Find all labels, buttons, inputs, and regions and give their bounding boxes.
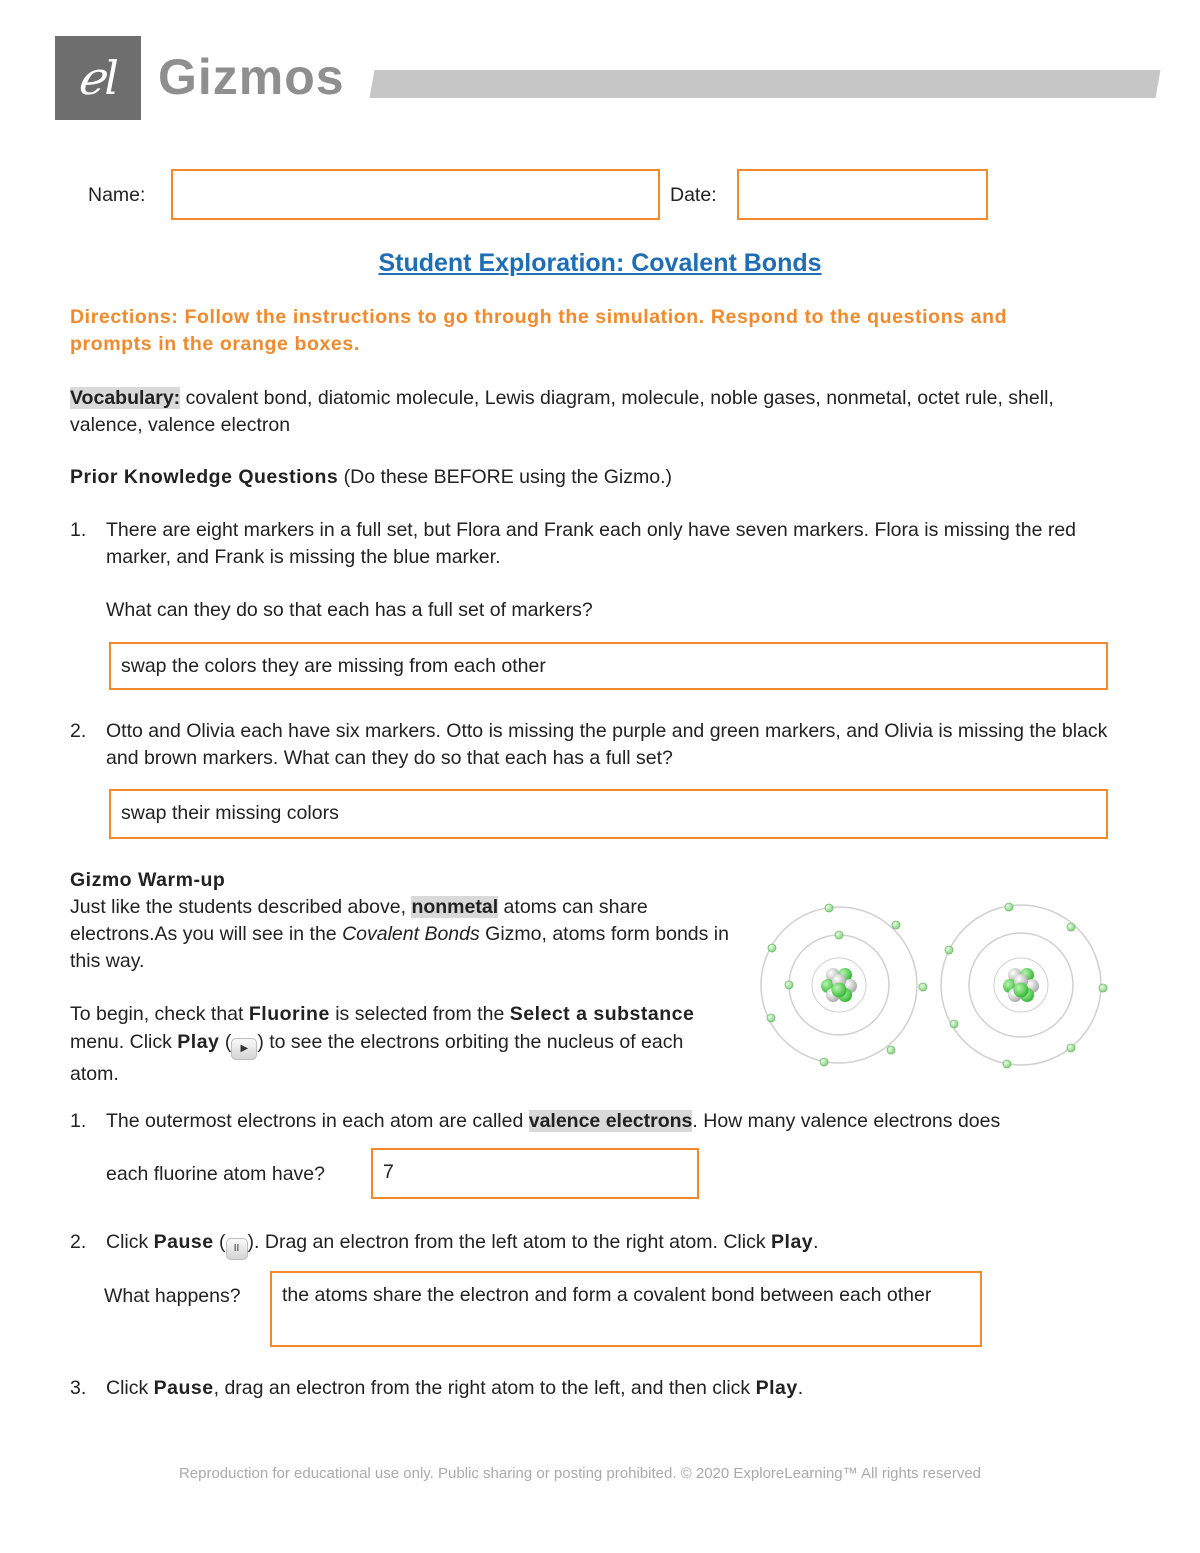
question-number: 1.	[70, 519, 87, 541]
right-fluorine-atom	[941, 903, 1107, 1068]
page-title: Student Exploration: Covalent Bonds	[378, 249, 822, 277]
name-label: Name:	[88, 184, 146, 206]
vocabulary-label: Vocabulary:	[70, 387, 181, 409]
question-number: 2.	[70, 1231, 87, 1253]
directions: Directions: Follow the instructions to go through the simulation. Respond to the questions and prompts in the orange boxes.	[70, 306, 1008, 355]
name-field[interactable]	[171, 169, 660, 220]
warmup-q2-label: What happens?	[104, 1285, 241, 1307]
question-number: 1.	[70, 1110, 87, 1132]
question-number: 3.	[70, 1377, 87, 1399]
gizmos-brand: Gizmos	[158, 49, 345, 105]
question-number: 2.	[70, 720, 87, 742]
warmup-heading: Gizmo Warm-up	[70, 869, 226, 891]
warmup-q1-text: The outermost electrons in each atom are called valence electrons. How many valence electrons does	[106, 1110, 1001, 1132]
warmup-paragraph-1: Just like the students described above, nonmetal atoms can share electrons.As you will see in the Covalent Bonds Gizmo, atoms form bonds in this way.	[70, 896, 729, 972]
date-field[interactable]	[737, 169, 988, 220]
date-label: Date:	[670, 184, 717, 206]
left-fluorine-atom	[761, 904, 927, 1066]
warmup-q2-answer[interactable]: the atoms share the electron and form a covalent bond between each other	[270, 1271, 982, 1347]
warmup-q1-label: each fluorine atom have?	[106, 1163, 325, 1185]
prior-q1-prompt: What can they do so that each has a full set of markers?	[106, 599, 593, 621]
nucleus	[821, 968, 857, 1002]
pause-icon: II	[226, 1238, 248, 1260]
nucleus	[1003, 968, 1039, 1002]
warmup-q2-text: Click Pause ( II ). Drag an electron from the left atom to the right atom. Click Play.	[106, 1229, 1126, 1260]
warmup-q1-answer[interactable]: 7	[371, 1148, 699, 1199]
explorelearning-logo: ℯl	[55, 36, 141, 120]
header-bar	[370, 70, 1161, 98]
prior-q1-text: There are eight markers in a full set, but Flora and Frank each only have seven markers. Flora is missing the red marker, and Frank is missing the blue marker.	[106, 519, 1077, 568]
vocabulary: Vocabulary: covalent bond, diatomic molecule, Lewis diagram, molecule, noble gases, nonmetal, octet rule, shell, valence, valence electron	[70, 387, 1054, 436]
prior-q2-answer[interactable]: swap their missing colors	[109, 789, 1108, 839]
prior-q2-text: Otto and Olivia each have six markers. Otto is missing the purple and green markers, and Olivia is missing the black and brown markers. What can they do so that each has a full set?	[106, 720, 1108, 769]
fluorine-atoms-illustration	[755, 895, 1115, 1075]
prior-knowledge-heading: Prior Knowledge Questions (Do these BEFORE using the Gizmo.)	[70, 466, 672, 488]
footer-copyright: Reproduction for educational use only. Public sharing or posting prohibited. © 2020 ExploreLearning™ All rights reserved	[178, 1465, 982, 1482]
prior-q1-answer[interactable]: swap the colors they are missing from each other	[109, 642, 1108, 690]
warmup-paragraph-2: To begin, check that Fluorine is selected from the Select a substance menu. Click Play ( ▶ ) to see the electrons orbiting the nucleus of each atom.	[70, 1003, 695, 1085]
play-icon: ▶	[231, 1038, 257, 1060]
warmup-q3-text: Click Pause, drag an electron from the right atom to the left, and then click Play.	[106, 1377, 804, 1399]
